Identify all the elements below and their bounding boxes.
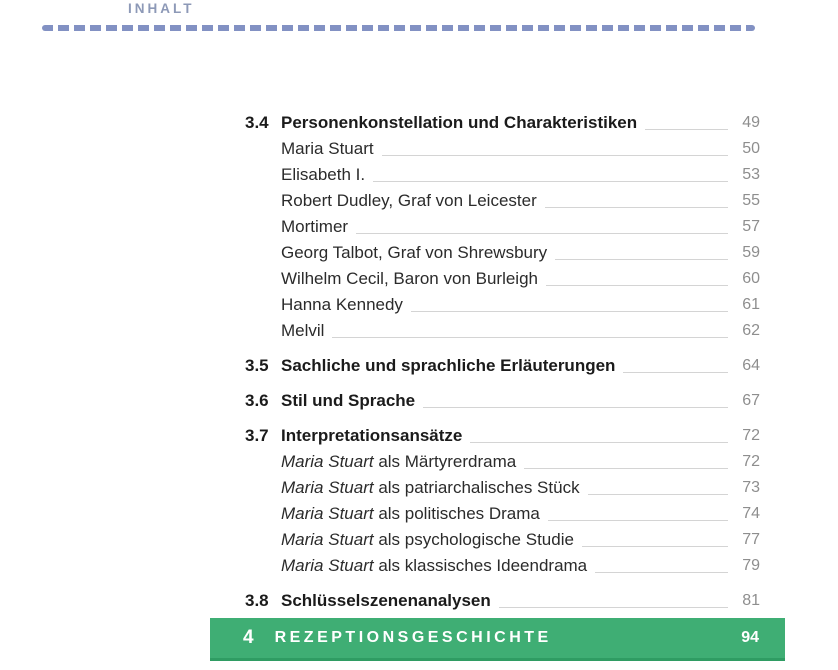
toc-leader-line	[555, 259, 728, 260]
toc-entry-title	[281, 423, 462, 449]
toc-entry-page: 50	[742, 140, 760, 157]
toc-entry-page: 64	[742, 357, 760, 374]
toc-leader-line	[411, 311, 728, 312]
toc-entry-page: 61	[742, 296, 760, 313]
toc-entry-page: 72	[742, 453, 760, 470]
toc-entry-page: 72	[742, 427, 760, 444]
toc-entry-title-text: als politisches Drama	[373, 504, 540, 523]
toc-entry-3-6	[245, 388, 760, 414]
toc-entry-title-text: als patriarchalisches Stück	[373, 478, 580, 497]
toc-entry-page: 60	[742, 270, 760, 287]
toc-entry-3-8	[245, 588, 760, 614]
toc-entry-title	[281, 449, 516, 475]
toc-entry-title-text: Personenkonstellation und Charakteristiken	[281, 113, 638, 132]
table-of-contents	[245, 101, 760, 614]
toc-leader-line	[373, 181, 728, 182]
toc-leader-line	[524, 468, 728, 469]
toc-entry-wilhelm-cecil	[245, 266, 760, 292]
toc-entry-title-text: Georg Talbot, Graf von Shrewsbury	[281, 243, 548, 262]
toc-entry-page: 73	[742, 479, 760, 496]
toc-entry-page: 59	[742, 244, 760, 261]
toc-entry-number: 3.8	[245, 591, 269, 610]
toc-entry-page: 74	[742, 505, 760, 522]
toc-entry-title	[281, 266, 538, 292]
toc-leader-line	[546, 285, 728, 286]
toc-entry-politisches-drama	[245, 501, 760, 527]
toc-entry-klassisches-ideendrama	[245, 553, 760, 579]
toc-entry-number: 3.7	[245, 426, 269, 445]
toc-entry-patriarchalisches-stueck	[245, 475, 760, 501]
toc-entry-page: 81	[742, 592, 760, 609]
toc-leader-line	[595, 572, 728, 573]
toc-entry-robert-dudley	[245, 188, 760, 214]
toc-entry-elisabeth	[245, 162, 760, 188]
toc-entry-title-text: Schlüsselszenenanalysen	[281, 591, 491, 610]
toc-entry-page: 49	[742, 114, 760, 131]
toc-entry-title-text: Interpretationsansätze	[281, 426, 463, 445]
toc-leader-line	[382, 155, 728, 156]
toc-entry-page: 79	[742, 557, 760, 574]
toc-entry-georg-talbot	[245, 240, 760, 266]
toc-entry-3-5	[245, 353, 760, 379]
toc-entry-maertyrerdrama	[245, 449, 760, 475]
toc-entry-3-7	[245, 423, 760, 449]
toc-entry-title-text: als Märtyrerdrama	[373, 452, 517, 471]
toc-entry-title	[281, 388, 415, 414]
toc-entry-title-text: als klassisches Ideendrama	[373, 556, 588, 575]
toc-entry-psychologische-studie	[245, 527, 760, 553]
toc-entry-page: 53	[742, 166, 760, 183]
toc-entry-title	[281, 292, 403, 318]
toc-leader-line	[356, 233, 728, 234]
chapter-banner	[210, 618, 785, 661]
toc-entry-title-text: Robert Dudley, Graf von Leicester	[281, 191, 537, 210]
toc-leader-line	[645, 129, 728, 130]
chapter-banner-number: 4	[243, 627, 254, 648]
toc-entry-mortimer	[245, 214, 760, 240]
toc-entry-title-text: Mortimer	[281, 217, 349, 236]
toc-entry-title	[281, 501, 540, 527]
toc-entry-title-text: Hanna Kennedy	[281, 295, 403, 314]
toc-entry-title-italic: Maria Stuart	[281, 478, 374, 497]
toc-entry-title-text: Maria Stuart	[281, 139, 374, 158]
toc-entry-page: 57	[742, 218, 760, 235]
toc-entry-title-italic: Maria Stuart	[281, 504, 374, 523]
toc-entry-title	[281, 527, 574, 553]
toc-entry-title	[281, 240, 547, 266]
toc-entry-page: 67	[742, 392, 760, 409]
page-header-label: INHALT	[128, 1, 195, 16]
toc-leader-line	[545, 207, 728, 208]
chapter-banner-title: REZEPTIONSGESCHICHTE	[274, 629, 552, 646]
toc-entry-melvil	[245, 318, 760, 344]
toc-entry-title	[281, 588, 491, 614]
toc-entry-title	[281, 136, 374, 162]
toc-entry-title-text: Sachliche und sprachliche Erläuterungen	[281, 356, 616, 375]
toc-entry-title-text: Stil und Sprache	[281, 391, 416, 410]
toc-entry-number: 3.5	[245, 356, 269, 375]
toc-leader-line	[423, 407, 728, 408]
toc-leader-line	[588, 494, 728, 495]
toc-leader-line	[499, 607, 728, 608]
toc-entry-title-text: als psychologische Studie	[373, 530, 574, 549]
toc-entry-title	[281, 353, 615, 379]
toc-entry-page: 55	[742, 192, 760, 209]
toc-leader-line	[332, 337, 728, 338]
toc-entry-title-italic: Maria Stuart	[281, 530, 374, 549]
toc-entry-title	[281, 214, 348, 240]
toc-entry-page: 77	[742, 531, 760, 548]
header-dashed-divider	[42, 25, 755, 31]
toc-entry-title-text: Wilhelm Cecil, Baron von Burleigh	[281, 269, 538, 288]
toc-entry-title	[281, 318, 324, 344]
toc-entry-title	[281, 553, 587, 579]
toc-entry-title-text: Elisabeth I.	[281, 165, 366, 184]
toc-entry-page: 62	[742, 322, 760, 339]
toc-entry-title	[281, 110, 637, 136]
toc-entry-title	[281, 162, 365, 188]
chapter-banner-page: 94	[741, 629, 759, 646]
toc-entry-title-text: Melvil	[281, 321, 325, 340]
toc-leader-line	[623, 372, 728, 373]
toc-entry-title	[281, 188, 537, 214]
toc-entry-number: 3.4	[245, 113, 269, 132]
toc-entry-3-4	[245, 110, 760, 136]
toc-entry-maria-stuart	[245, 136, 760, 162]
toc-entry-hanna-kennedy	[245, 292, 760, 318]
toc-entry-title-italic: Maria Stuart	[281, 556, 374, 575]
toc-leader-line	[548, 520, 728, 521]
toc-entry-title	[281, 475, 580, 501]
toc-entry-title-italic: Maria Stuart	[281, 452, 374, 471]
toc-entry-number: 3.6	[245, 391, 269, 410]
toc-leader-line	[582, 546, 728, 547]
toc-leader-line	[470, 442, 728, 443]
